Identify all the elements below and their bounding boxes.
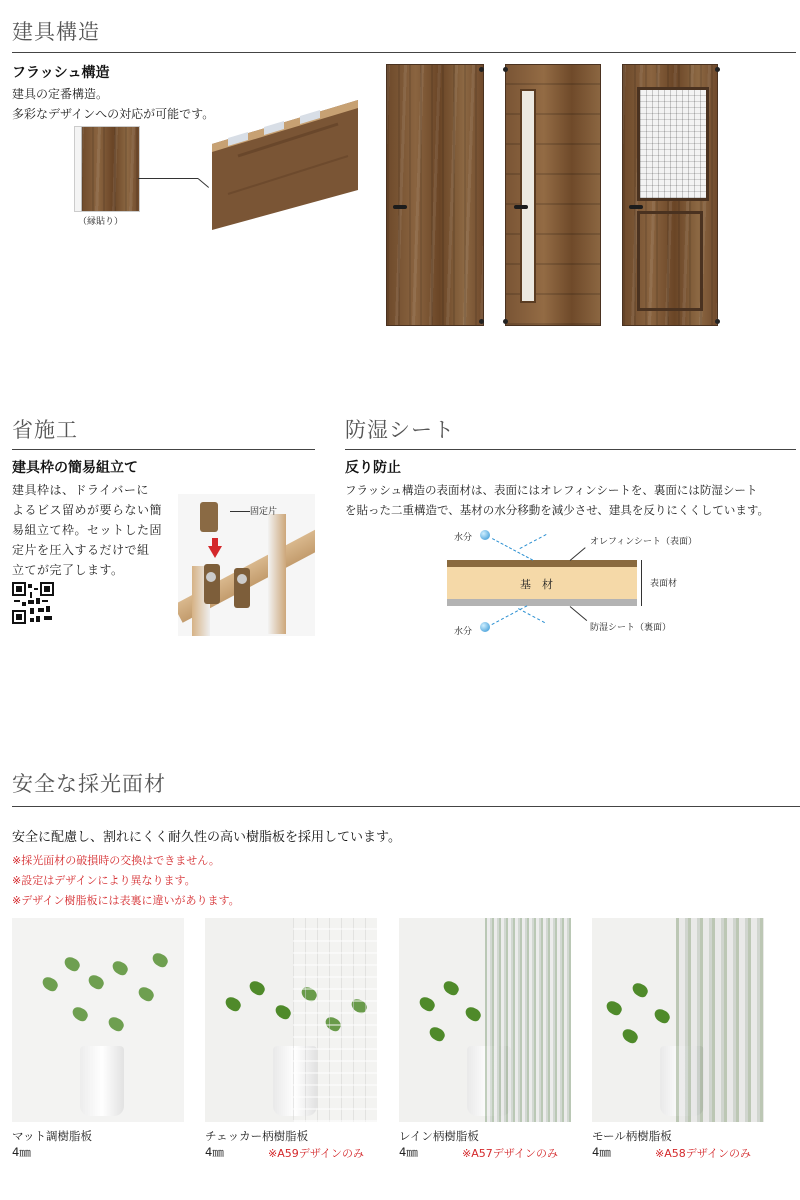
note-3: ※デザイン樹脂板には表裏に違いがあります。 — [12, 894, 240, 907]
door-slit-glass — [505, 64, 601, 326]
core-label: 基 材 — [520, 578, 553, 591]
subtitle-frame: 建具枠の簡易組立て — [12, 460, 138, 476]
flush-structure-cutaway — [208, 94, 358, 230]
mall-panel-photo — [592, 918, 764, 1122]
section-rule — [12, 449, 315, 450]
lower-panel — [637, 211, 703, 311]
section-title-daylight: 安全な採光面材 — [12, 772, 166, 796]
water-drop-icon — [480, 530, 490, 540]
frame-line-2: よるビス留めが要らない簡 — [12, 503, 163, 517]
olefin-label: オレフィンシート（表面） — [590, 537, 698, 547]
leader-line — [138, 178, 198, 179]
frame-line-5: 立てが完了します。 — [12, 563, 124, 577]
item-note-rain: ※A57デザインのみ — [462, 1147, 558, 1160]
item-name-mall: モール柄樹脂板 — [592, 1129, 672, 1143]
door-plain — [386, 64, 484, 326]
slit-glass-panel — [520, 89, 536, 303]
section-title-moisture: 防湿シート — [345, 418, 455, 442]
item-name-checker: チェッカー柄樹脂板 — [205, 1129, 309, 1143]
item-note-checker: ※A59デザインのみ — [268, 1147, 364, 1160]
moisture-line-1: フラッシュ構造の表面材は、表面にはオレフィンシートを、裏面には防湿シート — [345, 483, 758, 497]
section-rule — [12, 52, 796, 53]
checker-glass-panel — [637, 87, 709, 201]
flush-line-1: 建具の定番構造。 — [12, 87, 109, 101]
checker-pattern — [293, 918, 377, 1122]
item-name-rain: レイン柄樹脂板 — [399, 1129, 479, 1143]
moisture-sheet-label: 防湿シート（裏面） — [590, 623, 672, 633]
edge-caption: （縁貼り） — [78, 217, 124, 227]
screw-icon — [237, 574, 247, 584]
item-name-matte: マット調樹脂板 — [12, 1129, 93, 1143]
section-rule — [345, 449, 796, 450]
olefin-sheet — [447, 560, 637, 567]
subtitle-warp: 反り防止 — [345, 460, 401, 476]
frame-line-3: 易組立て枠。セットした固 — [12, 523, 163, 537]
water-label-bottom: 水分 — [454, 627, 473, 637]
item-thickness-mall: 4㎜ — [592, 1145, 611, 1159]
water-label-top: 水分 — [454, 533, 473, 543]
subtitle-flush: フラッシュ構造 — [12, 65, 110, 81]
moisture-diagram — [440, 524, 700, 636]
edge-detail-sample — [74, 126, 140, 212]
section-title-easy-install: 省施工 — [12, 418, 78, 442]
surface-label: 表面材 — [650, 579, 678, 589]
note-1: ※採光面材の破損時の交換はできません。 — [12, 854, 220, 867]
item-thickness-rain: 4㎜ — [399, 1145, 418, 1159]
frame-line-1: 建具枠は、ドライバーに — [12, 483, 149, 497]
item-note-mall: ※A58デザインのみ — [655, 1147, 751, 1160]
rain-pattern — [485, 918, 571, 1122]
section-rule — [12, 806, 800, 807]
mall-pattern — [676, 918, 764, 1122]
fixed-piece-label: 固定片 — [250, 507, 278, 517]
frame-line-4: 定片を圧入するだけで組 — [12, 543, 150, 557]
door-window-panel — [622, 64, 718, 326]
flush-line-2: 多彩なデザインへの対応が可能です。 — [12, 107, 215, 121]
qr-code[interactable] — [12, 582, 54, 624]
note-2: ※設定はデザインにより異なります。 — [12, 874, 196, 887]
matte-panel-photo — [12, 918, 184, 1122]
checker-panel-photo — [205, 918, 377, 1122]
daylight-lead: 安全に配慮し、割れにくく耐久性の高い樹脂板を採用しています。 — [12, 830, 401, 845]
moisture-sheet — [447, 599, 637, 606]
water-drop-icon — [480, 622, 490, 632]
rain-panel-photo — [399, 918, 571, 1122]
section-title-structure: 建具構造 — [12, 20, 100, 44]
item-thickness-matte: 4㎜ — [12, 1145, 31, 1159]
fixing-piece — [200, 502, 218, 532]
item-thickness-checker: 4㎜ — [205, 1145, 224, 1159]
frame-assembly-photo — [178, 494, 315, 636]
screw-icon — [206, 572, 216, 582]
moisture-line-2: を貼った二重構造で、基材の水分移動を減少させ、建具を反りにくくしています。 — [345, 503, 770, 517]
